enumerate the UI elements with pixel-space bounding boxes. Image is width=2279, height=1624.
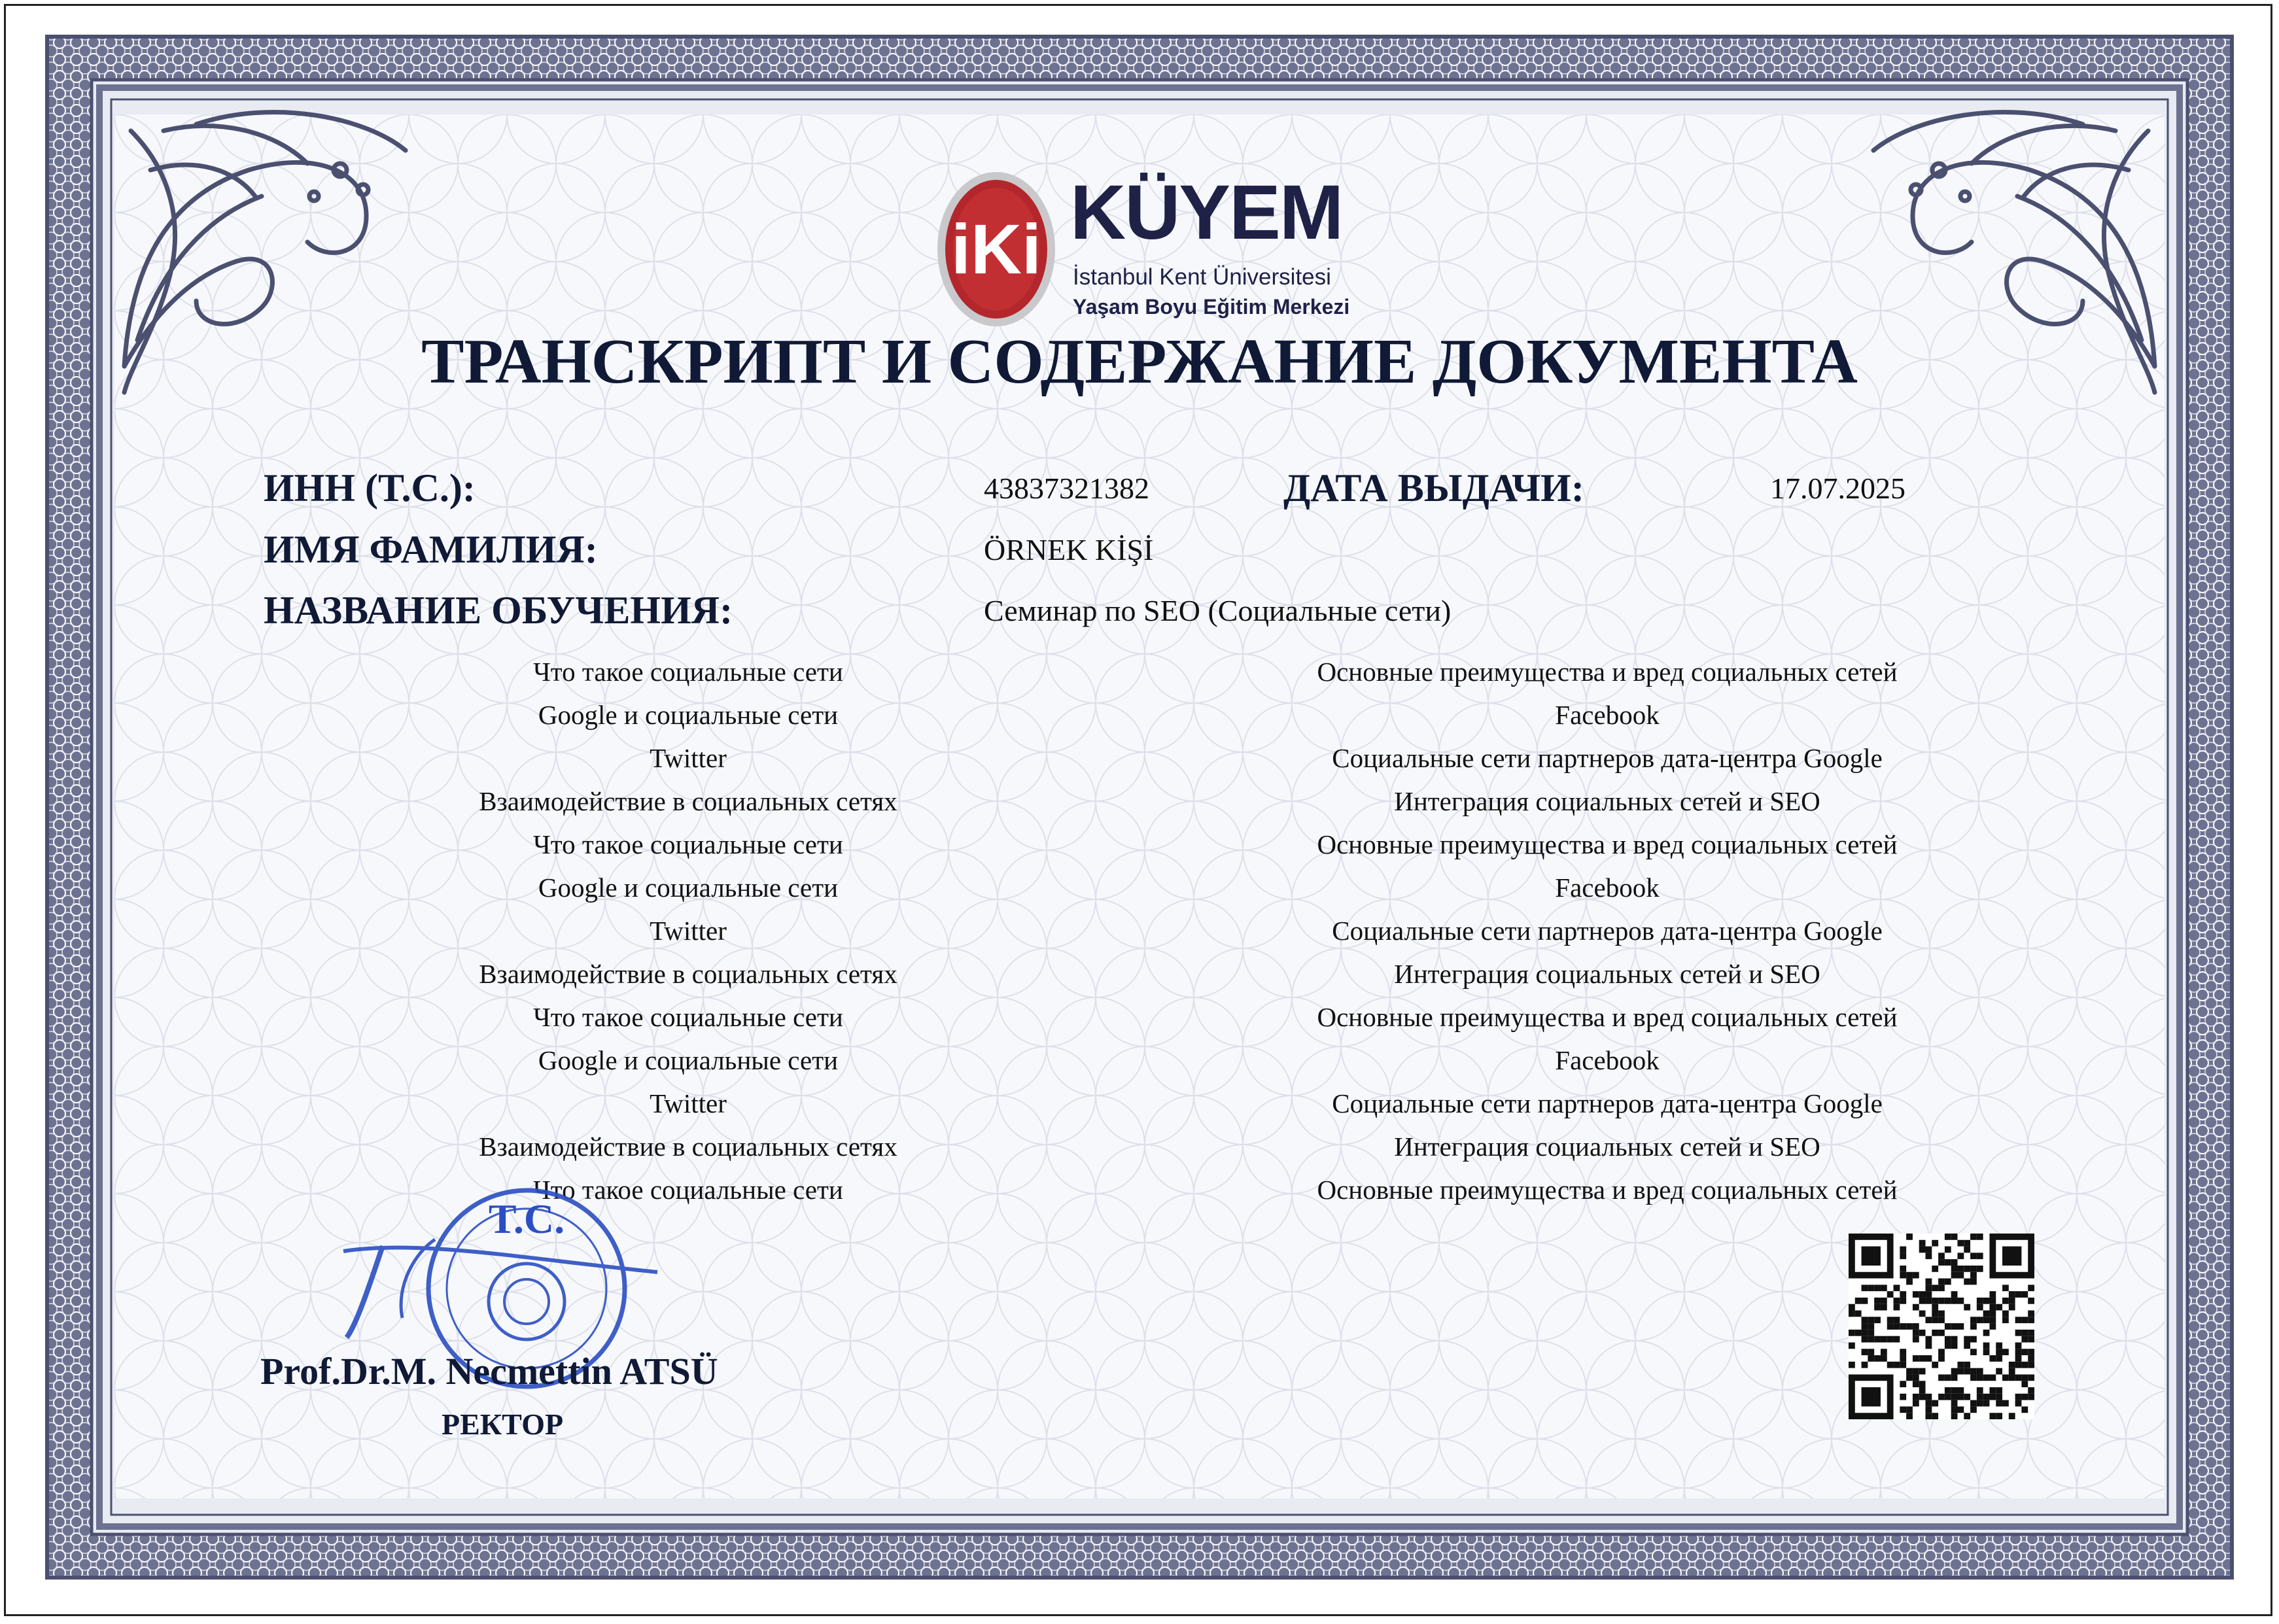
signatory-role: РЕКТОР <box>442 1408 564 1441</box>
document-title: ТРАНСКРИПТ И СОДЕРЖАНИЕ ДОКУМЕНТА <box>421 326 1858 397</box>
topic-item: Основные преимущества и вред социальных сетей <box>1317 829 1898 859</box>
topic-item: Что такое социальные сети <box>533 829 843 859</box>
topic-item: Twitter <box>650 1088 727 1118</box>
kuyem-logo <box>934 167 1359 331</box>
topic-item: Facebook <box>1555 872 1660 903</box>
topic-item: Социальные сети партнеров дата-центра Google <box>1332 743 1883 773</box>
topic-item: Twitter <box>650 916 727 946</box>
qr-code-icon <box>1849 1234 2034 1419</box>
topic-item: Интеграция социальных сетей и SEO <box>1394 959 1820 989</box>
course-label: НАЗВАНИЕ ОБУЧЕНИЯ: <box>264 589 733 632</box>
name-label: ИМЯ ФАМИЛИЯ: <box>264 528 598 571</box>
topic-item: Взаимодействие в социальных сетях <box>479 1132 897 1162</box>
topic-item: Основные преимущества и вред социальных сетей <box>1317 657 1898 687</box>
date-value: 17.07.2025 <box>1770 472 1905 505</box>
logo-center: Yaşam Boyu Eğitim Merkezi <box>1073 295 1350 319</box>
topic-item: Социальные сети партнеров дата-центра Google <box>1332 1088 1883 1118</box>
topic-item: Что такое социальные сети <box>533 657 843 687</box>
logo-university: İstanbul Kent Üniversitesi <box>1073 264 1331 290</box>
topic-item: Интеграция социальных сетей и SEO <box>1394 1132 1820 1162</box>
topic-item: Интеграция социальных сетей и SEO <box>1394 786 1820 816</box>
topic-item: Взаимодействие в социальных сетях <box>479 959 897 989</box>
logo-brand: KÜYEM <box>1070 169 1343 256</box>
topics-left-column <box>387 659 989 1220</box>
signatory-name: Prof.Dr.M. Necmettin ATSÜ <box>260 1350 718 1392</box>
topic-item: Google и социальные сети <box>538 872 839 903</box>
course-value: Семинар по SEO (Социальные сети) <box>984 594 1452 627</box>
topic-item: Взаимодействие в социальных сетях <box>479 786 897 816</box>
topic-item: Twitter <box>650 743 727 773</box>
stamp-text: T.C. <box>488 1196 565 1242</box>
topic-item: Что такое социальные сети <box>533 1002 843 1032</box>
id-value: 43837321382 <box>984 472 1149 505</box>
topic-item: Социальные сети партнеров дата-центра Google <box>1332 916 1883 946</box>
topic-item: Facebook <box>1555 700 1660 730</box>
date-label: ДАТА ВЫДАЧИ: <box>1283 466 1584 510</box>
topics-right-column <box>1211 659 2003 1220</box>
topic-item: Основные преимущества и вред социальных сетей <box>1317 1175 1898 1205</box>
topic-item: Google и социальные сети <box>538 1045 839 1075</box>
topic-item: Google и социальные сети <box>538 700 839 730</box>
topic-item: Facebook <box>1555 1045 1660 1075</box>
logo-monogram: iKi <box>950 209 1042 288</box>
topic-item: Основные преимущества и вред социальных сетей <box>1317 1002 1898 1032</box>
id-label: ИНН (T.C.): <box>264 466 476 510</box>
logo-emblem-icon <box>934 167 1065 331</box>
topic-item: Что такое социальные сети <box>533 1175 843 1205</box>
name-value: ÖRNEK KİŞİ <box>984 533 1154 566</box>
